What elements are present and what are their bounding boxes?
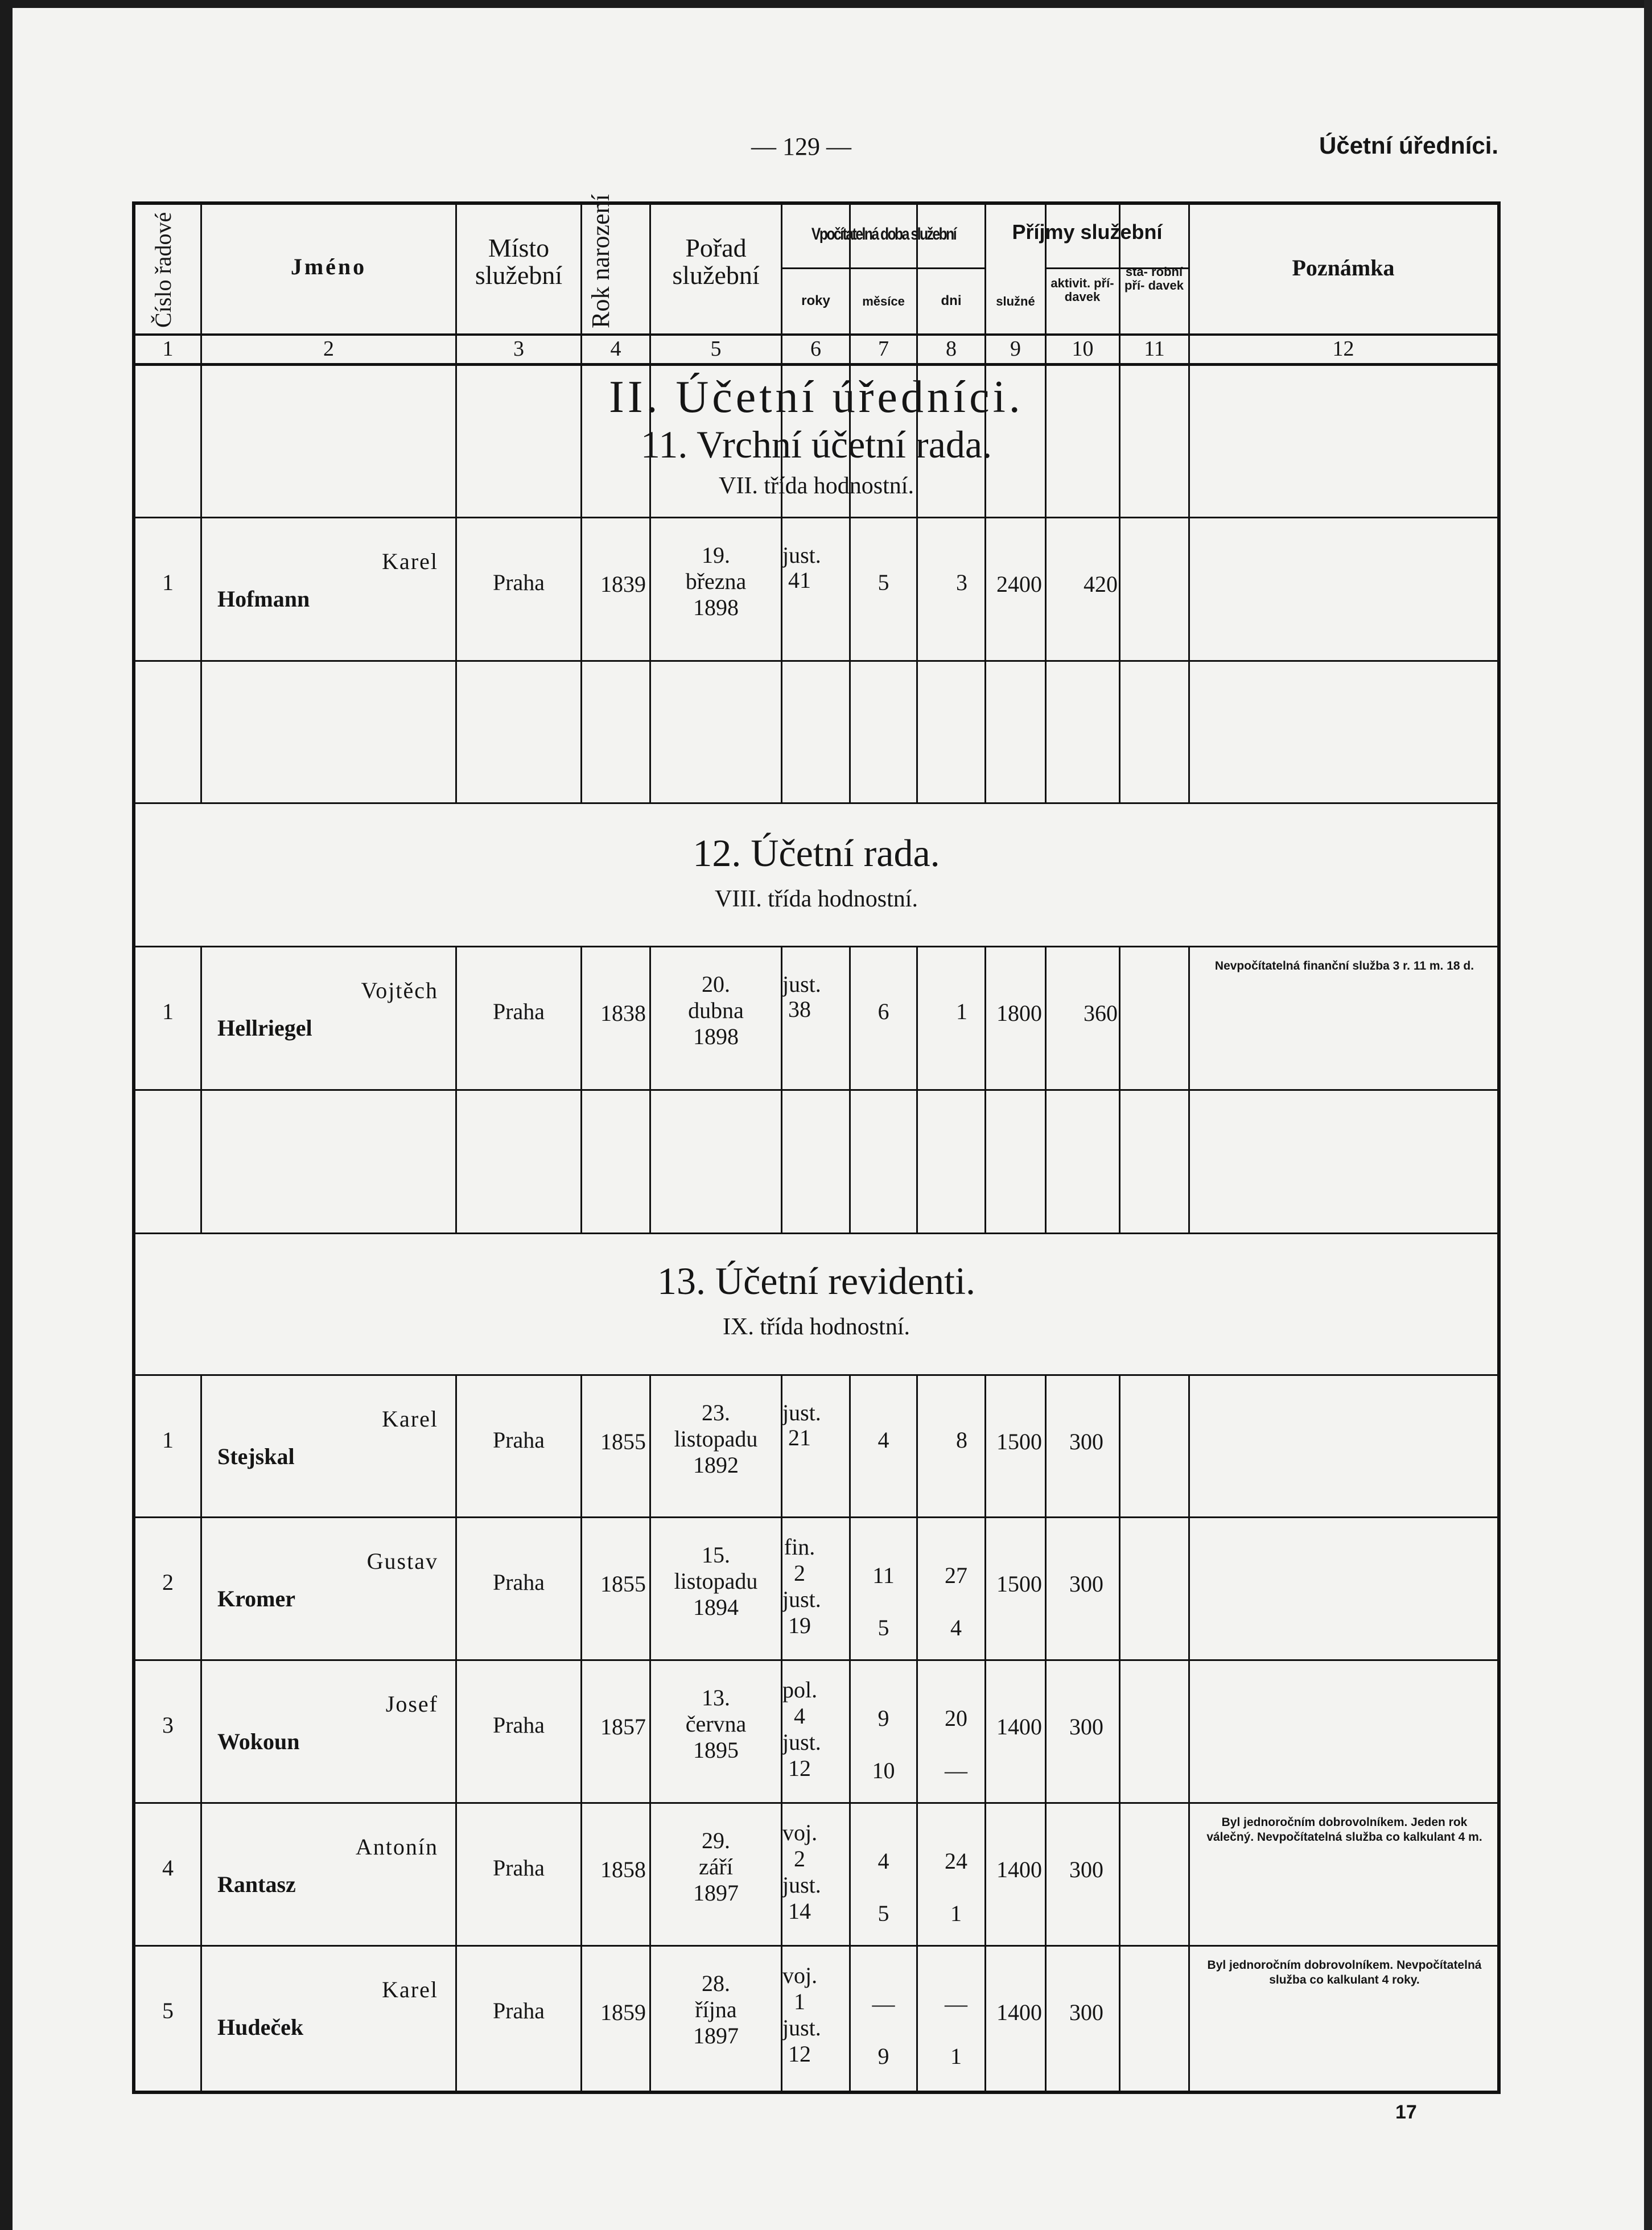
column-line — [1119, 1376, 1120, 2091]
surname: Stejskal — [217, 1444, 295, 1469]
counted-service: 1 — [794, 1989, 805, 2014]
section-rank: IX. třída hodnostní. — [723, 1314, 910, 1340]
surname: Hudeček — [217, 2014, 304, 2040]
days: 3 — [956, 570, 967, 595]
column-line — [200, 946, 202, 1233]
header-mesice: měsíce — [862, 294, 905, 308]
place: Praha — [492, 1712, 545, 1738]
service-date: 23. — [702, 1400, 730, 1425]
service-date: 1892 — [693, 1452, 739, 1478]
counted-service: 2 — [794, 1846, 805, 1872]
service-date: března — [685, 568, 747, 594]
counted-service: 41 — [788, 567, 811, 593]
column-line — [984, 205, 986, 517]
months: 5 — [878, 1901, 889, 1926]
column-number: 1 — [162, 337, 174, 361]
service-date: 15. — [702, 1542, 730, 1568]
header-sluzne: služné — [996, 294, 1035, 308]
days: 24 — [945, 1848, 967, 1874]
salary: 1400 — [996, 2000, 1042, 2025]
column-line — [849, 1376, 851, 2091]
column-line — [455, 518, 457, 802]
column-line — [984, 518, 986, 802]
section-line — [135, 517, 1497, 518]
service-date: září — [699, 1854, 733, 1879]
column-line — [455, 946, 457, 1233]
surname: Wokoun — [217, 1729, 300, 1754]
header-rok: Rok narození — [587, 194, 615, 328]
bonus: 300 — [1069, 1714, 1103, 1740]
column-line — [580, 518, 582, 802]
column-line — [1045, 518, 1047, 802]
bonus: 300 — [1069, 1857, 1103, 1882]
column-line — [1119, 946, 1120, 1233]
header-bottom-line — [135, 333, 1497, 336]
column-line — [984, 946, 986, 1233]
counted-service: pol. — [782, 1677, 818, 1703]
row-line — [135, 1659, 1497, 1661]
column-line — [1188, 205, 1190, 517]
column-number: 7 — [878, 337, 889, 361]
section-line — [135, 802, 1497, 804]
header-stabni: sta- robní pří- davek — [1124, 265, 1184, 293]
days: 1 — [950, 1901, 962, 1926]
place: Praha — [492, 570, 545, 595]
counted-service: just. — [782, 1400, 821, 1425]
column-line — [200, 518, 202, 802]
column-line — [580, 946, 582, 1233]
service-date: 1898 — [693, 595, 739, 620]
section-subtitle: 13. Účetní revidenti. — [657, 1259, 975, 1302]
column-number: 2 — [323, 337, 334, 361]
remark: Nevpočítatelná finanční služba 3 r. 11 m. 18 d. — [1214, 959, 1474, 972]
service-date: dubna — [688, 997, 744, 1023]
service-date: června — [685, 1711, 747, 1737]
days: 8 — [956, 1427, 967, 1453]
column-number: 11 — [1144, 337, 1165, 361]
salary: 1500 — [996, 1571, 1042, 1597]
row-line — [135, 1516, 1497, 1518]
column-number: 9 — [1010, 337, 1021, 361]
remark: Byl jednoročním dobrovolníkem. Nevpočítatelná služba co kalkulant 4 roky. — [1207, 1959, 1482, 1987]
place: Praha — [492, 1427, 545, 1453]
header-porad: Pořad služební — [672, 233, 760, 290]
column-line — [849, 946, 851, 1233]
birth-year: 1855 — [600, 1429, 646, 1454]
column-line — [916, 518, 918, 802]
column-line — [1045, 205, 1047, 517]
salary: 1500 — [996, 1429, 1042, 1454]
counted-service: just. — [782, 1872, 821, 1898]
row-line — [135, 1089, 1497, 1091]
service-date: 1895 — [693, 1737, 739, 1763]
service-date: listopadu — [674, 1568, 758, 1594]
given-name: Karel — [382, 1977, 438, 2002]
counted-service: just. — [782, 1729, 821, 1755]
section-rank: VII. třída hodnostní. — [719, 473, 914, 499]
scan-edge-top — [0, 0, 1652, 8]
salary: 2400 — [996, 571, 1042, 597]
counted-service: just. — [782, 971, 821, 997]
counted-service: 12 — [788, 1755, 811, 1781]
salary: 1800 — [996, 1000, 1042, 1026]
column-number: 4 — [610, 337, 621, 361]
row-number: 2 — [162, 1569, 174, 1595]
row-number: 1 — [162, 999, 174, 1024]
header-prijmy: Příjmy služební — [1012, 220, 1163, 244]
row-line — [135, 1802, 1497, 1804]
section-line — [135, 946, 1497, 947]
row-number: 4 — [162, 1855, 174, 1881]
counted-service: fin. — [784, 1534, 815, 1560]
given-name: Antonín — [355, 1834, 438, 1860]
header-inner-line — [781, 267, 984, 269]
birth-year: 1838 — [600, 1000, 646, 1026]
days: 27 — [945, 1563, 967, 1588]
counted-service: 12 — [788, 2041, 811, 2067]
bonus: 420 — [1084, 571, 1118, 597]
header-cislo: Číslo řadové — [150, 212, 176, 328]
scan-edge-right — [1644, 0, 1652, 2230]
column-number: 3 — [513, 337, 524, 361]
running-title: Účetní úředníci. — [1319, 132, 1499, 159]
place: Praha — [492, 1569, 545, 1595]
months: 11 — [872, 1563, 895, 1588]
section-rank: VIII. třída hodnostní. — [715, 886, 918, 912]
header-doba: Vpočítatelná doba služební — [811, 225, 956, 244]
service-date: 29. — [702, 1828, 730, 1853]
months: — — [872, 1991, 895, 2017]
service-date: 28. — [702, 1971, 730, 1996]
given-name: Josef — [385, 1691, 438, 1717]
days: — — [945, 1991, 967, 2017]
surname: Rantasz — [217, 1872, 296, 1897]
column-number: 8 — [946, 337, 957, 361]
column-line — [580, 205, 582, 517]
birth-year: 1859 — [600, 2000, 646, 2025]
months: 6 — [878, 999, 889, 1024]
given-name: Gustav — [366, 1548, 438, 1574]
months: 4 — [878, 1848, 889, 1874]
months: 5 — [878, 1615, 889, 1640]
row-number: 1 — [162, 570, 174, 595]
days: — — [945, 1758, 967, 1783]
row-number: 5 — [162, 1998, 174, 2023]
counted-service: voj. — [782, 1963, 818, 1988]
scan-edge-left — [0, 0, 13, 2230]
service-date: 1898 — [693, 1024, 739, 1049]
counted-service: voj. — [782, 1820, 818, 1845]
header-aktivni: aktivit. pří- davek — [1050, 276, 1114, 304]
days: 20 — [945, 1705, 967, 1731]
salary: 1400 — [996, 1714, 1042, 1740]
birth-year: 1857 — [600, 1714, 646, 1740]
counted-service: just. — [782, 2015, 821, 2041]
given-name: Vojtěch — [361, 978, 438, 1003]
remark: Byl jednoročním dobrovolníkem. Jeden rok válečný. Nevpočítatelná služba co kalkulant 4 m. — [1206, 1816, 1482, 1844]
page-number: — 129 — — [751, 133, 851, 160]
service-date: 1897 — [693, 2023, 739, 2048]
counted-service: just. — [782, 1586, 821, 1612]
column-number: 6 — [810, 337, 821, 361]
counted-service: 2 — [794, 1560, 805, 1586]
column-number: 12 — [1332, 337, 1354, 361]
header-dni: dni — [941, 293, 962, 308]
months: 9 — [878, 1705, 889, 1731]
counted-service: 14 — [788, 1898, 811, 1924]
place: Praha — [492, 1855, 545, 1881]
header-jmeno: Jméno — [290, 254, 367, 279]
bonus: 300 — [1069, 1429, 1103, 1454]
numbers-bottom-line — [135, 363, 1497, 366]
column-line — [200, 1376, 202, 2091]
column-line — [916, 946, 918, 1233]
days: 1 — [950, 2043, 962, 2069]
section-subtitle: 11. Vrchní účetní rada. — [640, 423, 992, 466]
column-number: 10 — [1072, 337, 1094, 361]
header-roky: roky — [801, 293, 830, 308]
column-line — [1119, 518, 1120, 802]
counted-service: just. — [782, 542, 821, 568]
service-date: listopadu — [674, 1426, 758, 1452]
service-date: 1894 — [693, 1594, 739, 1620]
given-name: Karel — [382, 549, 438, 574]
column-line — [849, 205, 851, 517]
column-line — [916, 205, 918, 517]
column-line — [916, 1376, 918, 2091]
counted-service: 38 — [788, 996, 811, 1022]
column-number: 5 — [710, 337, 722, 361]
surname: Hellriegel — [217, 1015, 312, 1041]
column-line — [1045, 946, 1047, 1233]
column-line — [1188, 946, 1190, 1233]
months: 9 — [878, 2043, 889, 2069]
months: 5 — [878, 570, 889, 595]
salary: 1400 — [996, 1857, 1042, 1882]
section-line — [135, 1233, 1497, 1234]
header-misto: Místo služební — [475, 233, 563, 290]
column-line — [781, 205, 782, 517]
days: 1 — [956, 999, 967, 1024]
sheet-signature: 17 — [1395, 2101, 1417, 2123]
counted-service: 21 — [788, 1425, 811, 1450]
column-line — [1188, 518, 1190, 802]
service-date: 19. — [702, 542, 730, 568]
row-line — [135, 660, 1497, 662]
row-line — [135, 1945, 1497, 1947]
bonus: 360 — [1084, 1000, 1118, 1026]
section-title: II. Účetní úředníci. — [609, 372, 1024, 422]
given-name: Karel — [382, 1406, 438, 1432]
birth-year: 1839 — [600, 571, 646, 597]
section-subtitle: 12. Účetní rada. — [693, 831, 940, 875]
service-date: 20. — [702, 971, 730, 997]
service-date: 1897 — [693, 1880, 739, 1906]
service-date: října — [695, 1997, 737, 2022]
bonus: 300 — [1069, 1571, 1103, 1597]
place: Praha — [492, 999, 545, 1024]
row-number: 3 — [162, 1712, 174, 1738]
surname: Hofmann — [217, 586, 310, 612]
birth-year: 1855 — [600, 1571, 646, 1597]
service-date: 13. — [702, 1685, 730, 1710]
birth-year: 1858 — [600, 1857, 646, 1882]
days: 4 — [950, 1615, 962, 1640]
months: 10 — [872, 1758, 895, 1783]
months: 4 — [878, 1427, 889, 1453]
column-line — [1119, 205, 1120, 517]
place: Praha — [492, 1998, 545, 2023]
row-number: 1 — [162, 1427, 174, 1453]
counted-service: 4 — [794, 1703, 805, 1729]
header-poznamka: Poznámka — [1292, 255, 1395, 281]
bonus: 300 — [1069, 2000, 1103, 2025]
section-line — [135, 1374, 1497, 1376]
column-line — [849, 518, 851, 802]
surname: Kromer — [217, 1586, 295, 1611]
counted-service: 19 — [788, 1613, 811, 1638]
